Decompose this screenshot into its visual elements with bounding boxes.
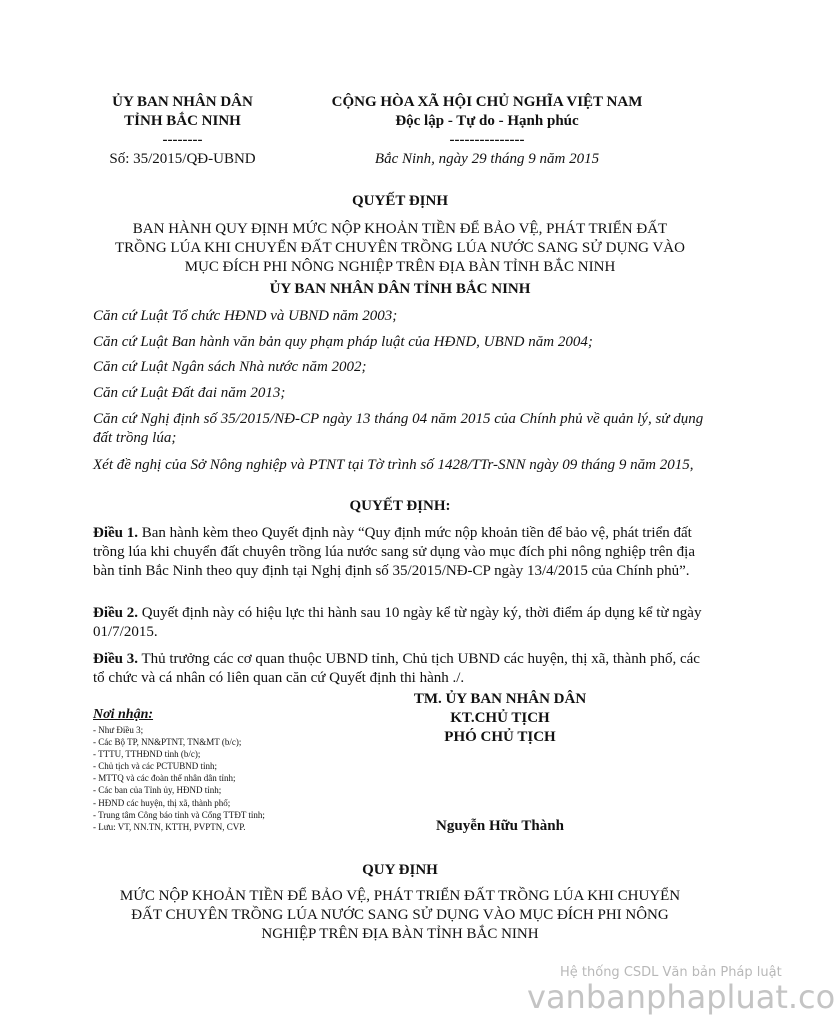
regulation-title: QUY ĐỊNH	[362, 862, 438, 878]
recipient-item: - Các Bộ TP, NN&PTNT, TN&MT (b/c);	[93, 737, 242, 748]
place-date: Bắc Ninh, ngày 29 tháng 9 năm 2015	[374, 151, 600, 167]
decision-subject-line: BAN HÀNH QUY ĐỊNH MỨC NỘP KHOẢN TIỀN ĐỂ BẢO VỆ, PHÁT TRIỂN ĐẤT	[132, 221, 668, 237]
article-2	[93, 604, 713, 642]
legal-basis: Căn cứ Luật Ban hành văn bản quy phạm pháp luật của HĐND, UBND năm 2004;	[93, 334, 593, 350]
recipient-item: - Các ban của Tỉnh ủy, HĐND tỉnh;	[93, 785, 222, 796]
agency-name: ỦY BAN NHÂN DÂN	[112, 94, 253, 110]
decision-subject-line: MỤC ĐÍCH PHI NÔNG NGHIỆP TRÊN ĐỊA BÀN TỈNH BẮC NINH	[184, 259, 616, 275]
legal-basis: Căn cứ Luật Ngân sách Nhà nước năm 2002;	[93, 359, 367, 375]
issuing-agency-block	[90, 93, 275, 169]
recipient-item: - Như Điều 3;	[93, 725, 144, 735]
motto: Độc lập - Tự do - Hạnh phúc	[395, 113, 579, 129]
recipient-item: - MTTQ và các đoàn thể nhân dân tỉnh;	[93, 773, 236, 784]
issuer-heading: ỦY BAN NHÂN DÂN TỈNH BẮC NINH	[269, 281, 531, 297]
motto-separator: ---------------	[449, 132, 525, 148]
decision-subject	[80, 220, 720, 277]
signature-line: KT.CHỦ TỊCH	[450, 710, 550, 726]
article-label: Điều 3.	[93, 651, 138, 667]
recipient-item: - Lưu: VT, NN.TN, KTTH, PVPTN, CVP.	[93, 821, 246, 832]
recipient-item: - Chủ tịch và các PCTUBND tỉnh;	[93, 761, 217, 772]
legal-basis: Căn cứ Luật Tổ chức HĐND và UBND năm 2003;	[93, 308, 398, 324]
recipients-list	[93, 724, 353, 833]
decides-heading: QUYẾT ĐỊNH:	[349, 498, 451, 514]
recipient-item: - HĐND các huyện, thị xã, thành phố;	[93, 797, 231, 808]
regulation-subject-line: NGHIỆP TRÊN ĐỊA BÀN TỈNH BẮC NINH	[261, 926, 539, 942]
regulation-subject	[80, 887, 720, 944]
recipient-item: - TTTU, TTHĐND tỉnh (b/c);	[93, 749, 201, 760]
regulation-subject-line: ĐẤT CHUYÊN TRỒNG LÚA NƯỚC SANG SỬ DỤNG VÀO MỤC ĐÍCH PHI NÔNG	[131, 907, 669, 923]
signature-line: TM. ỦY BAN NHÂN DÂN	[413, 691, 587, 707]
article-text: Thủ trưởng các cơ quan thuộc UBND tỉnh, Chủ tịch UBND các huyện, thị xã, thành phố, các tổ chức và cá nhân có liên quan căn cứ Quyết định thi hành ./.	[93, 651, 700, 686]
watermark-site: vanbanphapluat.co	[527, 978, 835, 1016]
legal-basis: Xét đề nghị của Sở Nông nghiệp và PTNT tại Tờ trình số 1428/TTr-SNN ngày 09 tháng 9 năm 2015,	[93, 457, 694, 473]
article-text: Quyết định này có hiệu lực thi hành sau 10 ngày kể từ ngày ký, thời điểm áp dụng kể từ ngày 01/7/2015.	[93, 605, 702, 640]
province-name: TỈNH BẮC NINH	[124, 113, 241, 129]
article-1	[93, 524, 713, 581]
agency-separator: --------	[162, 132, 203, 148]
signature-line: PHÓ CHỦ TỊCH	[444, 729, 556, 745]
article-label: Điều 1.	[93, 525, 138, 541]
article-label: Điều 2.	[93, 605, 138, 621]
article-3	[93, 650, 713, 688]
national-motto-block	[282, 93, 692, 169]
document-number: Số: 35/2015/QĐ-UBND	[109, 151, 256, 167]
decision-title: QUYẾT ĐỊNH	[352, 193, 448, 209]
country-name: CỘNG HÒA XÃ HỘI CHỦ NGHĨA VIỆT NAM	[331, 94, 643, 110]
legal-basis: Căn cứ Luật Đất đai năm 2013;	[93, 385, 286, 401]
legal-basis: Căn cứ Nghị định số 35/2015/NĐ-CP ngày 13 tháng 04 năm 2015 của Chính phủ về quản lý, sử dụng đất trồng lúa;	[93, 411, 704, 446]
signature-block	[395, 690, 605, 747]
decision-subject-line: TRỒNG LÚA KHI CHUYỂN ĐẤT CHUYÊN TRỒNG LÚA NƯỚC SANG SỬ DỤNG VÀO	[115, 240, 685, 256]
regulation-subject-line: MỨC NỘP KHOẢN TIỀN ĐỂ BẢO VỆ, PHÁT TRIỂN ĐẤT TRỒNG LÚA KHI CHUYỂN	[119, 888, 681, 904]
signer-name: Nguyễn Hữu Thành	[436, 818, 564, 834]
watermark-caption: Hệ thống CSDL Văn bản Pháp luật	[560, 965, 782, 980]
recipient-item: - Trung tâm Công báo tỉnh và Cổng TTĐT tỉnh;	[93, 809, 265, 820]
recipients-title: Nơi nhận:	[93, 707, 154, 722]
article-text: Ban hành kèm theo Quyết định này “Quy định mức nộp khoản tiền để bảo vệ, phát triển đất trồng lúa khi chuyển đất chuyên trồng lúa nước sang sử dụng vào mục đích phi nông nghiệp trên địa bàn tỉnh Bắc Ninh theo quy định tại Nghị định số 35/2015/NĐ-CP ngày 13/4/2015 của Chính phủ”.	[93, 525, 695, 579]
recipients-block	[93, 707, 353, 833]
